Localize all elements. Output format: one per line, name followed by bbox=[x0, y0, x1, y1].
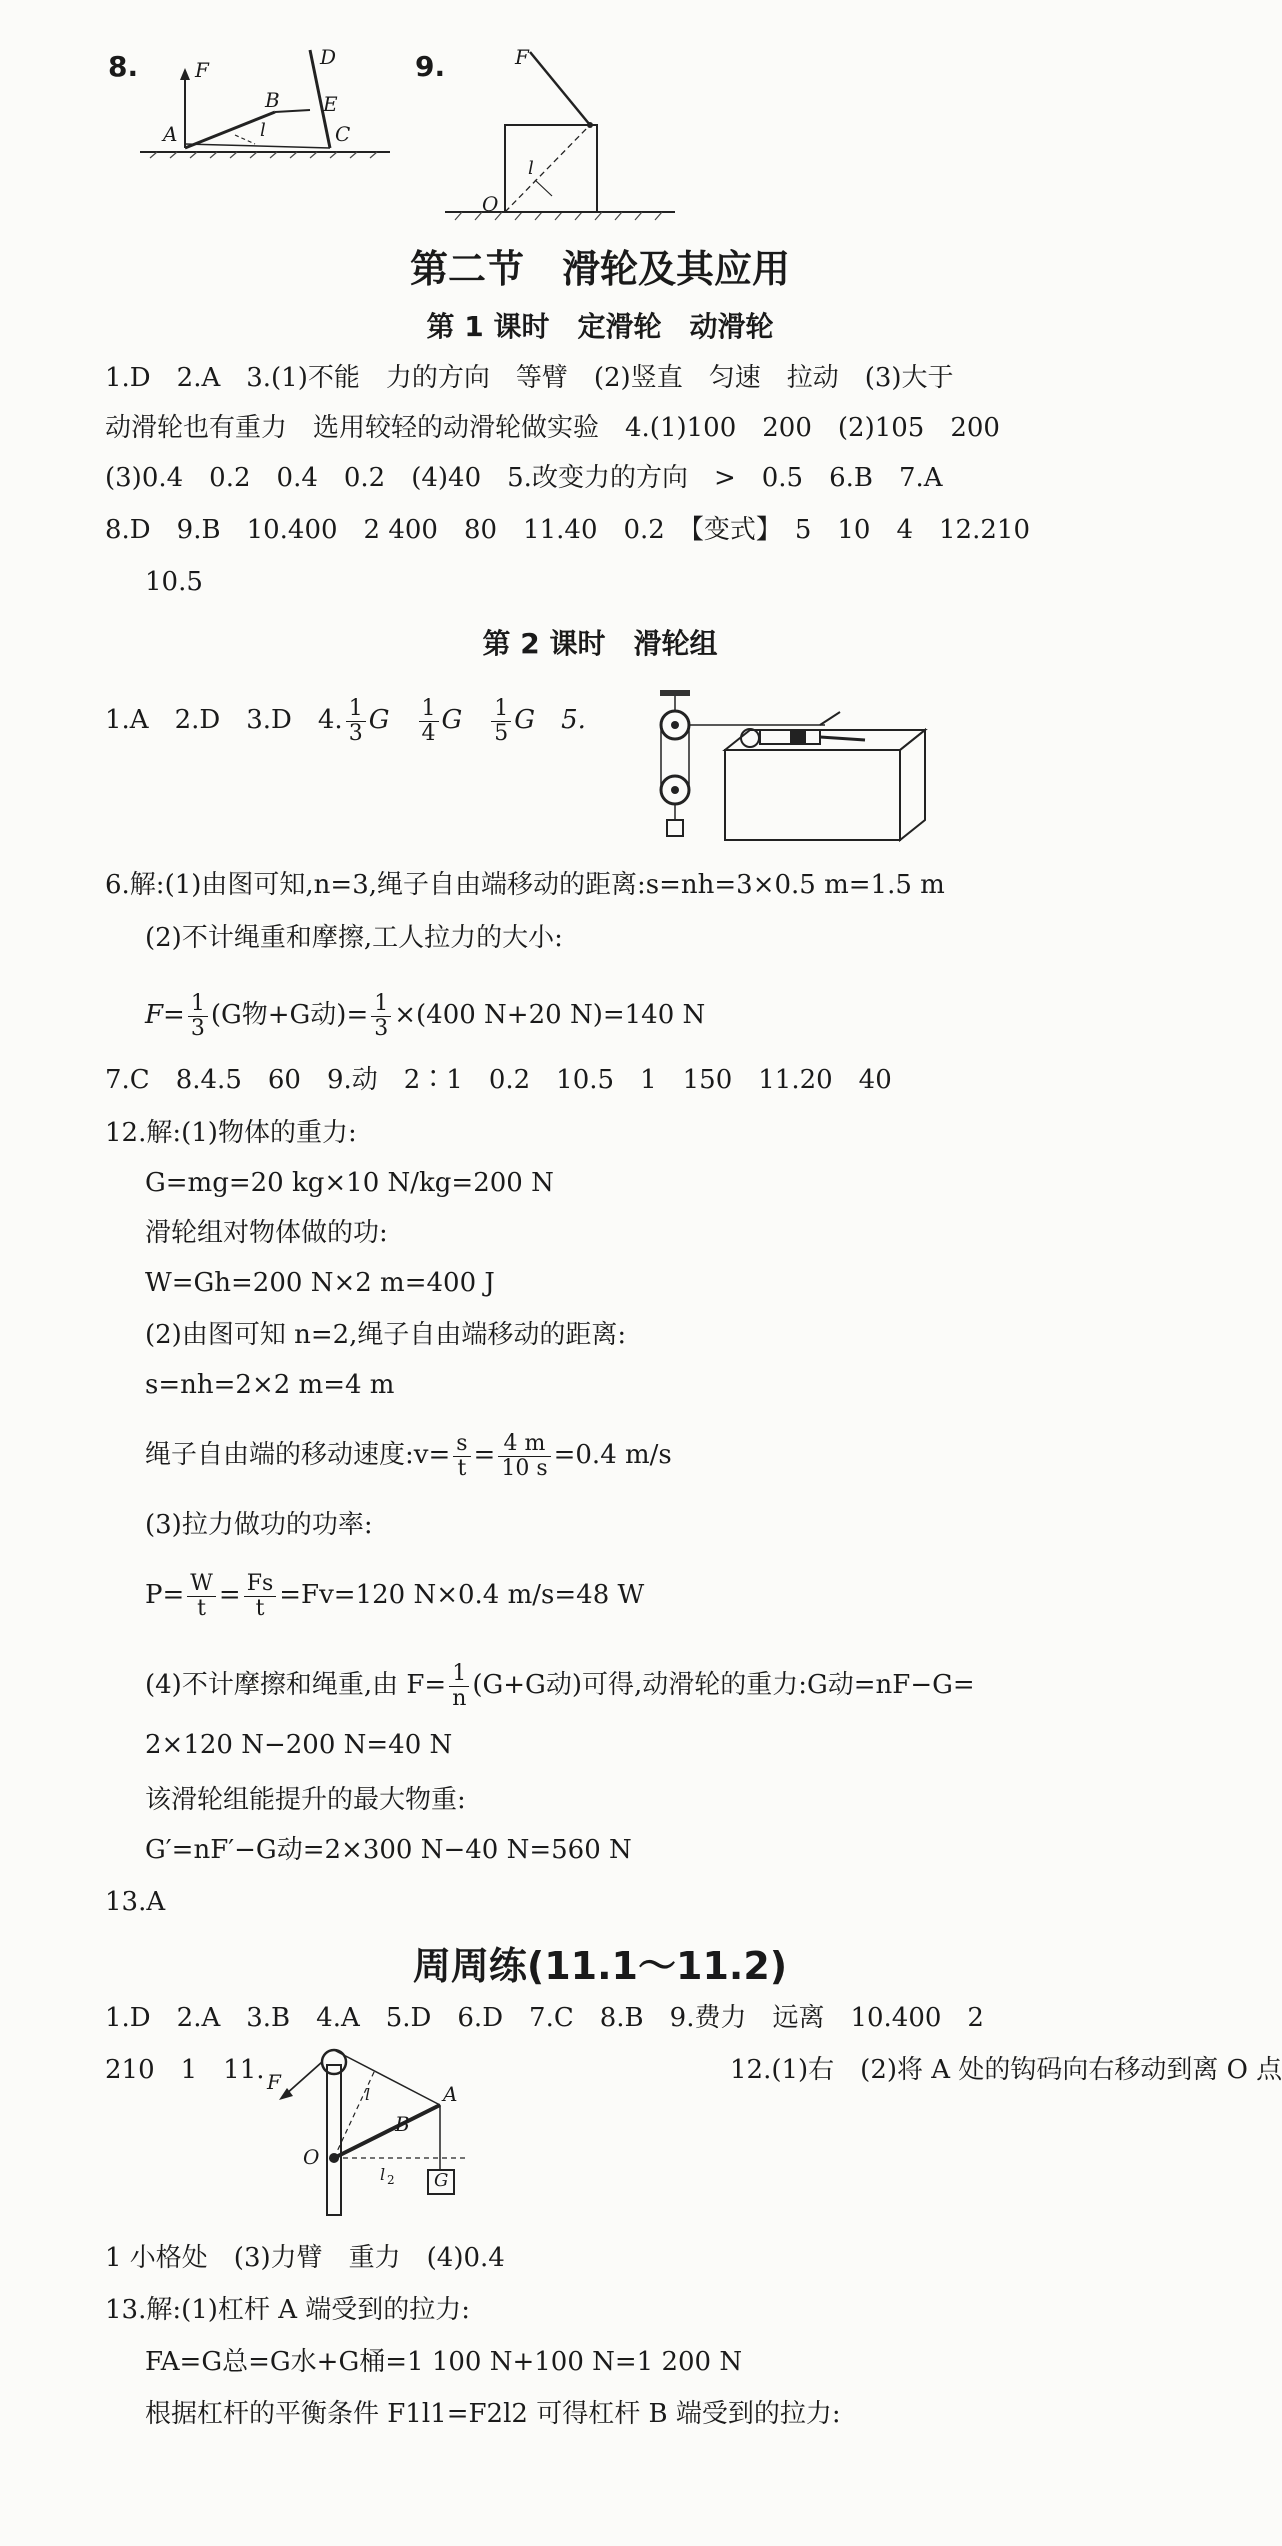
fraction bbox=[453, 1432, 470, 1479]
answer-text: 1.A 2.D 3.D 4. bbox=[105, 705, 343, 735]
weekly-title: 周周练(11.1～11.2) bbox=[412, 1944, 788, 1988]
numerator: 1 bbox=[419, 697, 439, 721]
answer-text: G bbox=[441, 705, 463, 735]
answer-line: 根据杠杆的平衡条件 F1l1=F2l2 可得杠杆 B 端受到的拉力: bbox=[145, 2399, 841, 2429]
denominator: 10 s bbox=[501, 1455, 548, 1481]
answer-line: 210 1 11. bbox=[105, 2055, 265, 2085]
answer-line: 10.5 bbox=[145, 567, 203, 597]
answer-text: (G+G动)可得,动滑轮的重力:G动=nF−G= bbox=[472, 1670, 975, 1700]
fraction bbox=[188, 992, 208, 1039]
answer-text: =Fv=120 N×0.4 m/s=48 W bbox=[279, 1580, 645, 1610]
answer-line-fractions bbox=[145, 985, 705, 1045]
answer-line: 1.D 2.A 3.(1)不能 力的方向 等臂 (2)竖直 匀速 拉动 (3)大于 bbox=[105, 363, 954, 393]
section-title: 第二节 滑轮及其应用 bbox=[409, 247, 790, 291]
figure-11-lever bbox=[265, 2040, 495, 2220]
answer-line-fractions bbox=[105, 690, 586, 750]
fig9-label-l: l bbox=[528, 158, 534, 179]
fraction bbox=[346, 697, 366, 744]
lesson2-title: 第 2 课时 滑轮组 bbox=[482, 627, 718, 660]
fig11-label-l2: l bbox=[380, 2165, 386, 2184]
answer-text: G 5. bbox=[514, 705, 586, 735]
answer-line: (2)由图可知 n=2,绳子自由端移动的距离: bbox=[145, 1320, 627, 1350]
answer-line: 12.解:(1)物体的重力: bbox=[105, 1118, 357, 1148]
numerator: 1 bbox=[491, 697, 511, 721]
numerator: W bbox=[187, 1572, 216, 1596]
fraction bbox=[498, 1432, 550, 1479]
answer-line-fractions bbox=[145, 1425, 672, 1485]
answer-line: 6.解:(1)由图可知,n=3,绳子自由端移动的距离:s=nh=3×0.5 m=1.5 m bbox=[105, 870, 945, 900]
fig8-label-f: F bbox=[195, 58, 209, 82]
fig8-label-c: C bbox=[335, 122, 351, 146]
answer-text: G bbox=[368, 705, 390, 735]
answer-line: G=mg=20 kg×10 N/kg=200 N bbox=[145, 1168, 554, 1198]
fig8-label-l: l bbox=[260, 120, 266, 141]
denominator: t bbox=[255, 1595, 265, 1621]
numerator: 4 m bbox=[498, 1432, 550, 1456]
denominator: 4 bbox=[421, 720, 436, 746]
fig8-number: 8. bbox=[108, 50, 139, 83]
fig11-label-f: F bbox=[267, 2070, 281, 2094]
answer-line: 1 小格处 (3)力臂 重力 (4)0.4 bbox=[105, 2243, 505, 2273]
fraction bbox=[371, 992, 391, 1039]
answer-line-fractions bbox=[145, 1655, 975, 1715]
lesson1-title: 第 1 课时 定滑轮 动滑轮 bbox=[426, 310, 774, 343]
answer-line: W=Gh=200 N×2 m=400 J bbox=[145, 1268, 495, 1298]
fig8-label-e: E bbox=[323, 92, 338, 116]
numerator: 1 bbox=[346, 697, 366, 721]
fraction bbox=[244, 1572, 277, 1619]
denominator: 3 bbox=[190, 1015, 205, 1041]
answer-line: 滑轮组对物体做的功: bbox=[145, 1218, 388, 1248]
answer-line: (2)不计绳重和摩擦,工人拉力的大小: bbox=[145, 923, 563, 953]
denominator: t bbox=[197, 1595, 207, 1621]
numerator: Fs bbox=[244, 1572, 277, 1596]
answer-line: 13.解:(1)杠杆 A 端受到的拉力: bbox=[105, 2295, 471, 2325]
answer-text: = bbox=[218, 1580, 241, 1610]
answer-text: ×(400 N+20 N)=140 N bbox=[394, 1000, 706, 1030]
fraction bbox=[491, 697, 511, 744]
figure-5-pulley bbox=[655, 690, 945, 850]
answer-text: (4)不计摩擦和绳重,由 F= bbox=[145, 1670, 447, 1700]
figure-8-lever bbox=[135, 40, 395, 160]
answer-line: s=nh=2×2 m=4 m bbox=[145, 1370, 395, 1400]
answer-line: 2×120 N−200 N=40 N bbox=[145, 1730, 453, 1760]
fig9-label-o: O bbox=[482, 192, 499, 216]
numerator: 1 bbox=[449, 1662, 469, 1686]
fraction bbox=[419, 697, 439, 744]
fig11-label-o: O bbox=[303, 2145, 320, 2169]
answer-text: (G物+G动)= bbox=[210, 1000, 369, 1030]
denominator: 3 bbox=[348, 720, 363, 746]
denominator: t bbox=[457, 1455, 467, 1481]
numerator: 1 bbox=[371, 992, 391, 1016]
answer-line: (3)0.4 0.2 0.4 0.2 (4)40 5.改变力的方向 > 0.5 6.B 7.A bbox=[105, 463, 943, 493]
answer-text: = bbox=[473, 1440, 496, 1470]
fig11-label-a: A bbox=[443, 2082, 458, 2106]
numerator: s bbox=[453, 1432, 470, 1456]
fraction bbox=[449, 1662, 469, 1709]
denominator: 5 bbox=[494, 720, 509, 746]
answer-line: (3)拉力做功的功率: bbox=[145, 1510, 373, 1540]
fig11-label-l1: l bbox=[365, 2085, 371, 2104]
answer-text: P= bbox=[145, 1580, 185, 1610]
answer-line: FA=G总=G水+G桶=1 100 N+100 N=1 200 N bbox=[145, 2347, 743, 2377]
answer-line: 该滑轮组能提升的最大物重: bbox=[145, 1785, 466, 1815]
answer-line: 8.D 9.B 10.400 2 400 80 11.40 0.2 【变式】 5 10 4 12.210 bbox=[105, 515, 1030, 545]
fraction bbox=[187, 1572, 216, 1619]
answer-text: 绳子自由端的移动速度:v= bbox=[145, 1440, 451, 1470]
answer-line: 动滑轮也有重力 选用较轻的动滑轮做实验 4.(1)100 200 (2)105 200 bbox=[105, 413, 1000, 443]
fig8-label-b: B bbox=[265, 88, 280, 112]
figure-9-box bbox=[440, 40, 680, 230]
numerator: 1 bbox=[188, 992, 208, 1016]
answer-line-fractions bbox=[145, 1565, 644, 1625]
denominator: 3 bbox=[374, 1015, 389, 1041]
answer-text: F= bbox=[145, 1000, 185, 1030]
fig8-label-d: D bbox=[320, 45, 337, 69]
fig9-number: 9. bbox=[415, 50, 446, 83]
answer-text: =0.4 m/s bbox=[553, 1440, 672, 1470]
answer-line: 12.(1)右 (2)将 A 处的钩码向右移动到离 O 点 bbox=[730, 2055, 1282, 2085]
denominator: n bbox=[452, 1685, 467, 1711]
fig11-label-b: B bbox=[395, 2112, 410, 2136]
answer-line: 1.D 2.A 3.B 4.A 5.D 6.D 7.C 8.B 9.费力 远离 10.400 2 bbox=[105, 2003, 984, 2033]
fig11-label-l2-subscript: 2 bbox=[387, 2173, 395, 2187]
answer-line: 7.C 8.4.5 60 9.动 2∶1 0.2 10.5 1 150 11.20 40 bbox=[105, 1065, 892, 1095]
answer-line: G′=nF′−G动=2×300 N−40 N=560 N bbox=[145, 1835, 632, 1865]
fig11-label-g: G bbox=[434, 2170, 449, 2191]
answer-line: 13.A bbox=[105, 1887, 166, 1917]
fig9-label-f: F bbox=[515, 45, 529, 69]
fig8-label-a: A bbox=[163, 122, 178, 146]
